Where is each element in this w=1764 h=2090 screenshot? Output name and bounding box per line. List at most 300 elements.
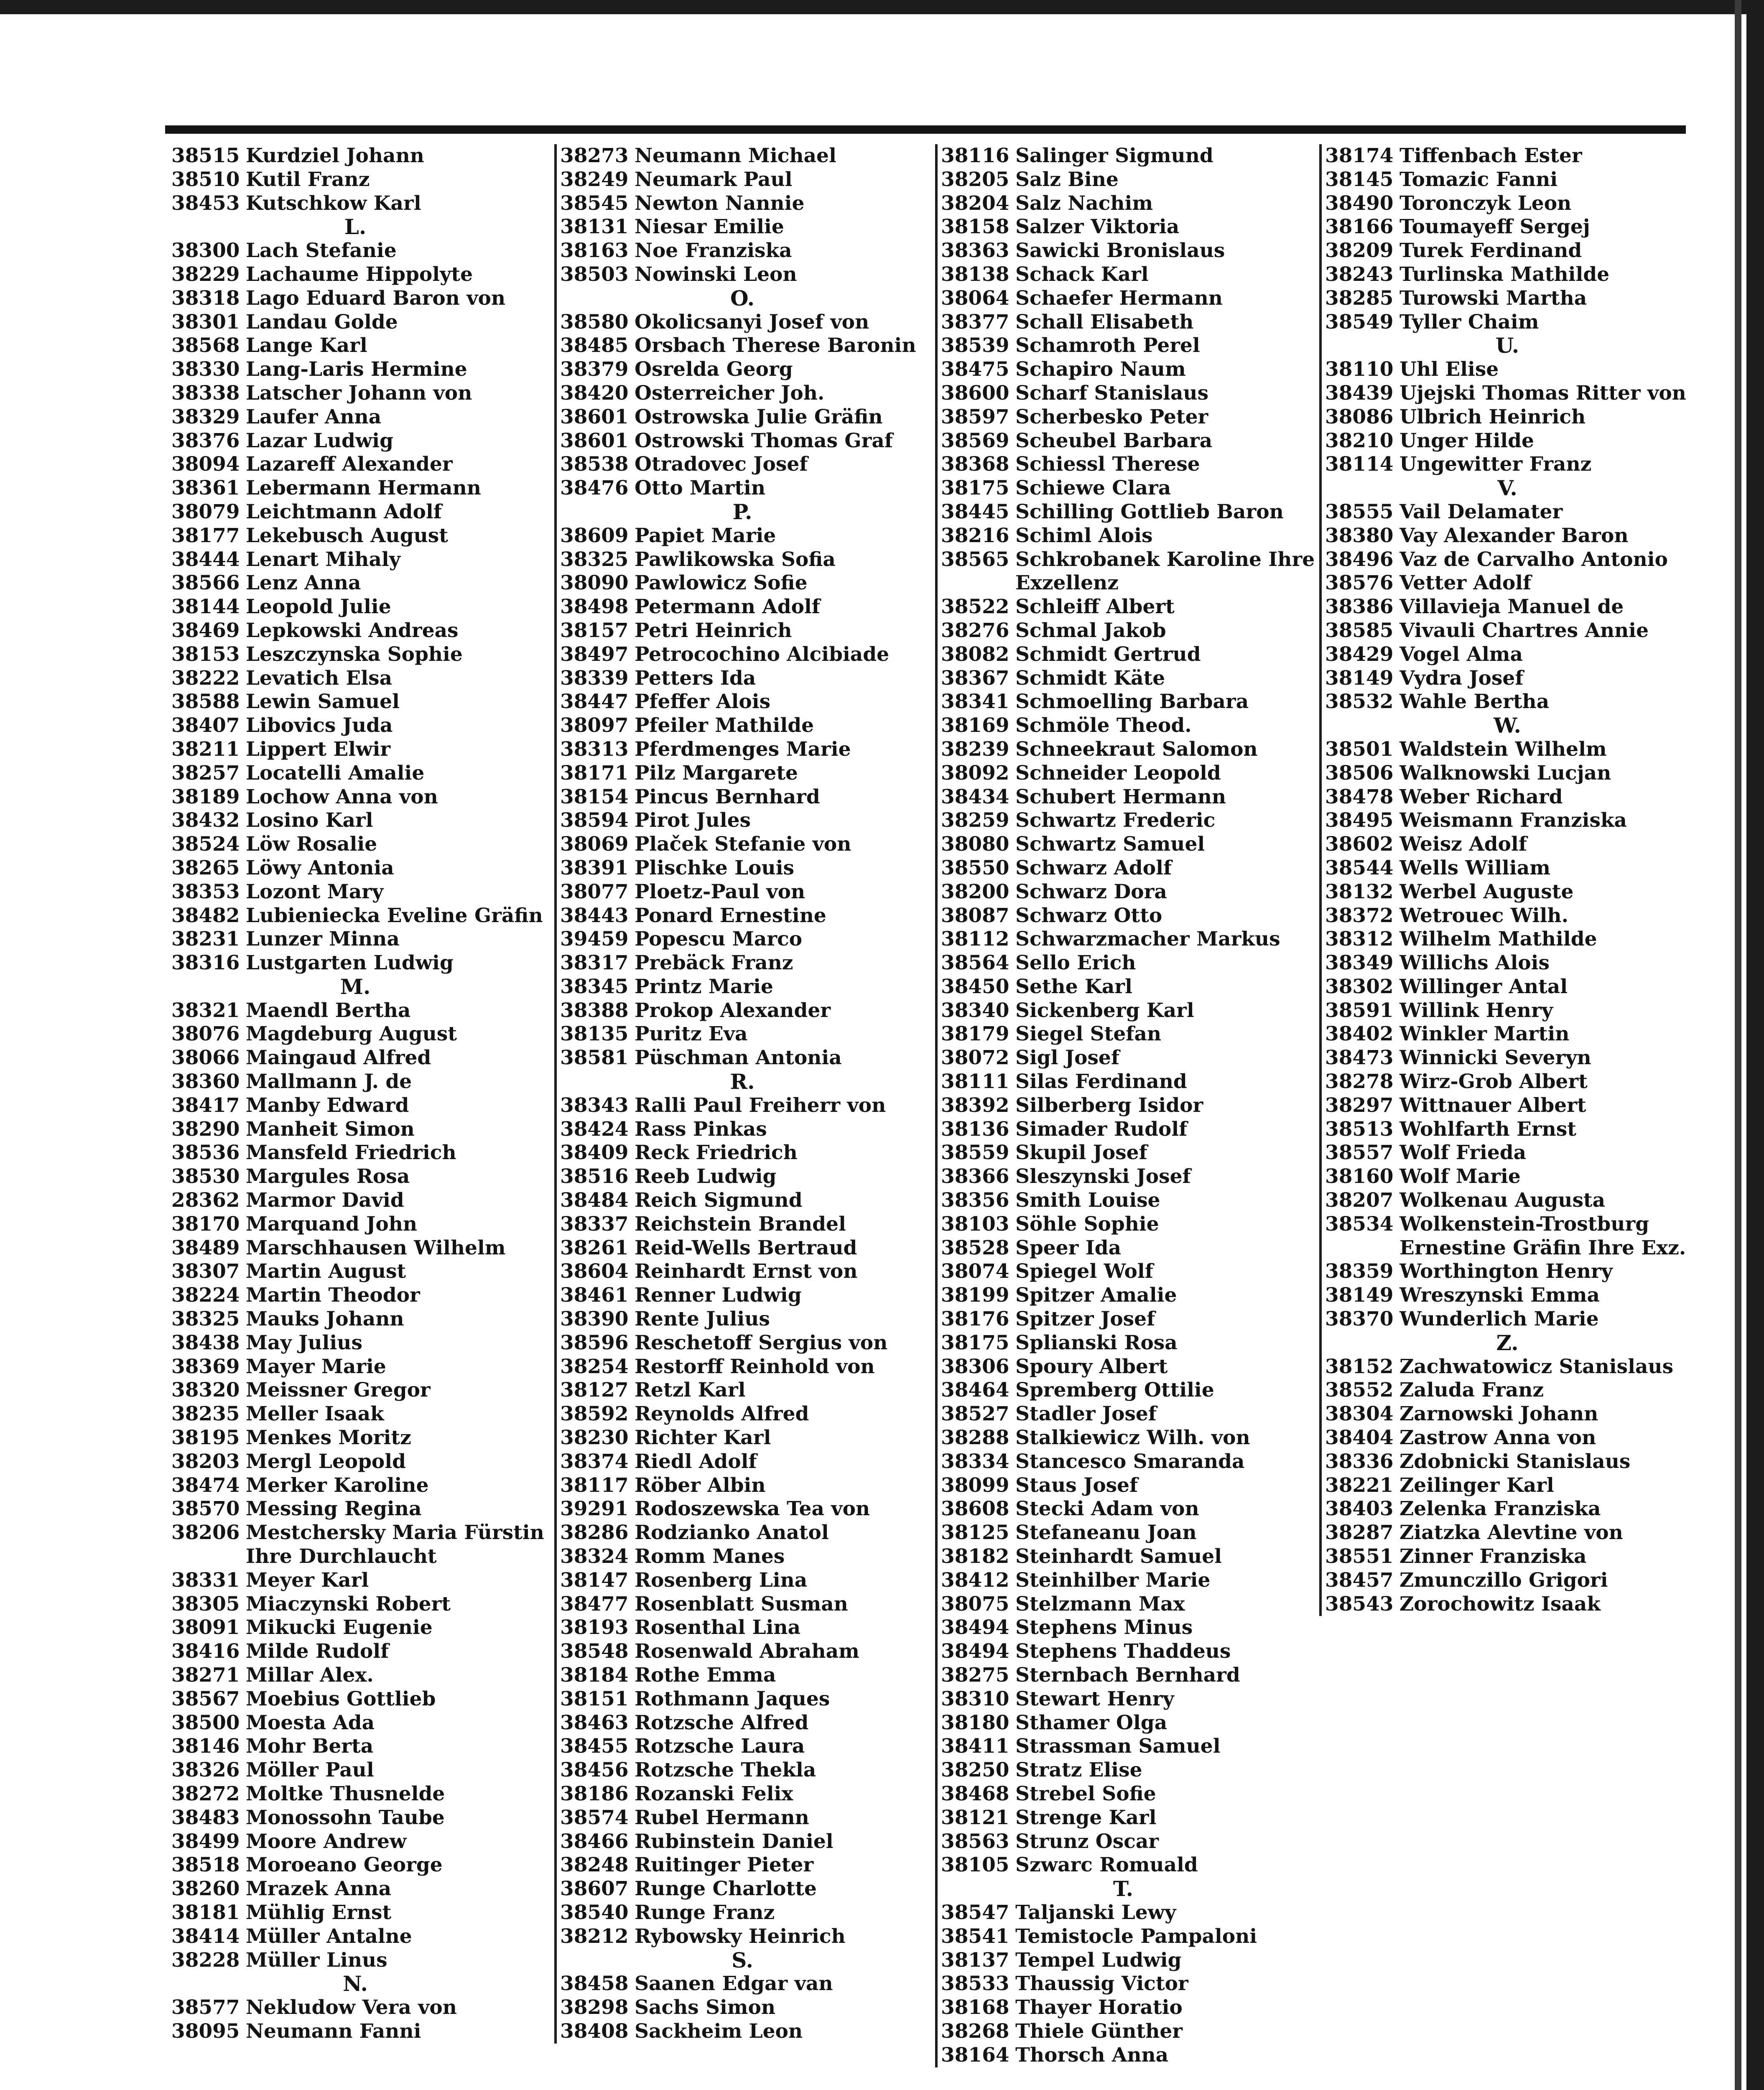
list-item [941,311,1305,334]
entry-number: 38286 [560,1521,629,1545]
entry-name: Schneekraut Salomon [1015,737,1258,761]
list-item [560,1901,925,1925]
entry-number: 38497 [560,642,629,666]
list-item [171,1640,539,1664]
list-item [941,1711,1305,1735]
entry-name: Osterreicher Joh. [635,381,825,405]
entry-name: Turek Ferdinand [1399,239,1582,263]
list-item [1325,144,1690,168]
entry-name: Schwartz Frederic [1015,809,1216,832]
list-item [171,263,539,287]
entry-name: Vetter Adolf [1399,571,1532,595]
entry-name: Moore Andrew [246,1830,407,1853]
entry-name: Kutil Franz [246,168,370,191]
entry-number: 38536 [171,1141,240,1165]
list-item [941,738,1305,762]
entry-number: 38496 [1325,548,1394,571]
entry-name: Scheubel Barbara [1015,429,1213,452]
list-item [171,1711,539,1735]
entry-number: 38500 [171,1711,240,1734]
entry-number: 38131 [560,215,629,239]
entry-name: Kutschkow Karl [246,191,421,215]
list-item [941,382,1305,405]
entry-number: 38169 [941,714,1009,737]
entry-name: Saanen Edgar van [635,1972,833,1996]
entry-number: 38064 [941,286,1009,310]
list-item [171,1355,539,1379]
entry-name: Plaček Stefanie von [635,833,851,856]
entry-number: 38482 [171,904,240,927]
entry-name: Mestchersky Maria Fürstin [246,1521,544,1545]
section-letter-heading: O. [730,285,755,311]
entry-number: 38075 [941,1592,1009,1616]
list-item [941,1450,1305,1474]
list-item [560,1308,925,1331]
entry-number: 38249 [560,168,629,191]
list-item [171,809,539,833]
list-item [560,1165,925,1189]
list-item [941,880,1305,904]
entry-name: Landau Golde [246,310,398,334]
list-item [941,1331,1305,1355]
entry-name: Rosenberg Lina [635,1568,808,1592]
entry-number: 38367 [941,666,1009,690]
list-item [560,595,925,619]
entry-number: 38412 [941,1568,1009,1592]
entry-number: 38338 [171,381,240,405]
entry-number: 38600 [941,381,1009,405]
entry-number: 38550 [941,856,1009,879]
entry-name: Löwy Antonia [246,856,394,879]
entry-name: Magdeburg August [246,1022,457,1046]
entry-number: 38092 [941,761,1009,785]
entry-number: 38391 [560,856,629,879]
list-item [560,762,925,785]
list-item [171,429,539,453]
entry-name: Moesta Ada [246,1711,375,1734]
entry-name: Reeb Ludwig [635,1165,777,1188]
entry-number: 38402 [1325,1022,1394,1046]
entry-number: 38506 [1325,761,1394,785]
entry-name: Schack Karl [1015,263,1149,286]
entry-number: 38200 [941,880,1009,903]
list-item [1325,1022,1690,1046]
entry-number: 38574 [560,1806,629,1829]
entry-name: Retzl Karl [635,1379,746,1402]
list-item [560,809,925,833]
list-item [1325,1118,1690,1142]
entry-name: Moroeano George [246,1853,443,1877]
list-item [560,714,925,738]
entry-number: 38135 [560,1022,629,1046]
list-item [560,1877,925,1901]
entry-name: Stancesco Smaranda [1015,1450,1245,1473]
entry-number: 38146 [171,1735,240,1758]
entry-number: 38069 [560,833,629,856]
list-item [941,239,1305,263]
entry-number: 38231 [171,928,240,951]
entry-number: 38228 [171,1948,240,1972]
entry-name: Müller Linus [246,1948,387,1972]
list-item [1325,1450,1690,1474]
list-item [1325,1165,1690,1189]
entry-name: Ostrowski Thomas Graf [635,429,893,452]
entry-number: 38180 [941,1711,1009,1734]
entry-name: Zorochowitz Isaak [1399,1592,1601,1616]
entry-name: Scherbesko Peter [1015,405,1208,428]
entry-number: 38193 [560,1616,629,1639]
list-item [560,524,925,548]
entry-name: Rotzsche Thekla [635,1759,816,1782]
entry-number: 38239 [941,737,1009,761]
entry-name: Schmidt Gertrud [1015,642,1201,666]
list-item [941,1996,1305,2020]
entry-name: Schiml Alois [1015,524,1153,547]
entry-number: 38157 [560,619,629,642]
entry-name: Runge Charlotte [635,1877,817,1901]
entry-name: Sleszynski Josef [1015,1165,1191,1188]
entry-number: 38125 [941,1521,1009,1545]
list-item [941,1782,1305,1806]
section-letter-heading: Z. [1496,1330,1519,1355]
entry-number: 38114 [1325,453,1394,476]
list-item [560,1402,925,1426]
list-item [941,263,1305,287]
list-item [941,477,1305,500]
entry-name: Tyller Chaim [1399,310,1539,334]
entry-name: Salinger Sigmund [1015,144,1213,167]
entry-name: Schapiro Naum [1015,358,1186,381]
entry-number: 38473 [1325,1046,1394,1070]
list-item [171,453,539,477]
list-item [560,1545,925,1569]
entry-number: 38182 [941,1545,1009,1568]
list-item [560,1284,925,1308]
list-item [171,1022,539,1046]
list-item [941,1806,1305,1830]
entry-name: Müller Antalne [246,1924,412,1948]
list-item [171,1616,539,1640]
entry-name: Taljanski Lewy [1015,1901,1176,1924]
entry-name: Stephens Minus [1015,1616,1193,1639]
list-item [1325,287,1690,311]
list-item [560,548,925,572]
entry-number: 38066 [171,1046,240,1070]
name-column-1 [171,144,544,2044]
entry-number: 38307 [171,1260,240,1283]
entry-number: 38275 [941,1664,1009,1687]
list-item [941,1118,1305,1142]
list-item [941,1735,1305,1759]
entry-number: 38132 [1325,880,1394,903]
entry-number: 38544 [1325,856,1394,879]
entry-number: 38301 [171,310,240,334]
list-item [941,1213,1305,1236]
entry-name: Maingaud Alfred [246,1046,431,1070]
entry-number: 38434 [941,785,1009,808]
list-item [560,1593,925,1616]
list-item [941,405,1305,429]
section-letter-heading: L. [344,214,367,240]
entry-name: Merker Karoline [246,1473,429,1497]
entry-number: 38211 [171,737,240,761]
list-item [560,1474,925,1498]
entry-name: Zaluda Franz [1399,1379,1544,1402]
entry-number: 38388 [560,999,629,1022]
list-item [560,1972,925,1996]
entry-name: Lunzer Minna [246,928,400,951]
entry-name: Strunz Oscar [1015,1830,1159,1853]
entry-name: Schmidt Käte [1015,666,1165,690]
entry-name: Siegel Stefan [1015,1022,1162,1046]
entry-name: Rothe Emma [635,1664,776,1687]
entry-name: Schwarz Otto [1015,904,1162,927]
entry-name: Röber Albin [635,1473,766,1497]
list-item [1325,1402,1690,1426]
entry-number: 38272 [171,1782,240,1805]
entry-number: 38495 [1325,809,1394,832]
list-item [941,215,1305,239]
entry-number: 38414 [171,1924,240,1948]
entry-number: 38498 [560,595,629,619]
list-item [1325,571,1690,595]
list-item [560,1735,925,1759]
entry-name: Thayer Horatio [1015,1996,1183,2019]
list-item [1325,1308,1690,1331]
list-item [941,619,1305,643]
entry-number: 38149 [1325,1284,1394,1307]
section-letter-heading: M. [340,974,371,999]
list-item [171,1687,539,1711]
entry-name: Strassman Samuel [1015,1735,1221,1758]
entry-number: 38077 [560,880,629,903]
entry-number: 38072 [941,1046,1009,1070]
entry-name: Simader Rudolf [1015,1117,1188,1141]
list-item [1325,405,1690,429]
entry-name: Wittnauer Albert [1399,1093,1586,1117]
entry-name: Wreszynski Emma [1399,1284,1600,1307]
list-item [941,833,1305,856]
entry-number: 38386 [1325,595,1394,619]
list-item [941,1022,1305,1046]
entry-name: Moebius Gottlieb [246,1687,436,1710]
entry-name: Runge Franz [635,1901,775,1924]
entry-number: 38477 [560,1592,629,1616]
entry-name: Otto Martin [635,477,766,500]
list-item [560,1569,925,1593]
list-item [1325,311,1690,334]
entry-name: Söhle Sophie [1015,1212,1159,1236]
entry-name: Nekludow Vera von [246,1996,457,2019]
entry-name: Sickenberg Karl [1015,999,1194,1022]
entry-name: Lippert Elwir [246,737,391,761]
entry-number: 38453 [171,191,240,215]
list-item [560,1830,925,1854]
list-item [171,477,539,500]
entry-number: 39291 [560,1497,629,1521]
entry-number: 38551 [1325,1545,1394,1568]
list-item [560,453,925,477]
list-item [171,880,539,904]
entry-number: 39459 [560,928,629,951]
entry-name: Sternbach Bernhard [1015,1664,1240,1687]
entry-name: Ungewitter Franz [1399,453,1592,476]
list-item [941,595,1305,619]
entry-number: 38533 [941,1972,1009,1996]
list-item [560,477,925,500]
entry-number: 38516 [560,1165,629,1188]
entry-name: Vail Delamater [1399,500,1563,523]
entry-number: 38221 [1325,1473,1394,1497]
entry-name: Rybowsky Heinrich [635,1924,846,1948]
entry-number: 38160 [1325,1165,1394,1188]
list-item [560,334,925,358]
entry-number: 38513 [1325,1117,1394,1141]
list-item [1325,738,1690,762]
entry-number: 38524 [171,833,240,856]
entry-number: 38261 [560,1236,629,1259]
entry-name: Lenart Mihaly [246,548,401,571]
list-item [1325,1426,1690,1450]
list-item [560,880,925,904]
entry-name: Schmal Jakob [1015,619,1166,642]
list-item [560,1806,925,1830]
entry-number: 38288 [941,1426,1009,1450]
entry-number: 38302 [1325,975,1394,998]
entry-name: Marmor David [246,1189,404,1212]
list-item [941,168,1305,192]
entry-name: Schwartz Samuel [1015,833,1205,856]
entry-name: Noe Franziska [635,239,792,263]
entry-name: Smith Louise [1015,1189,1160,1212]
entry-name: Ujejski Thomas Ritter von [1399,381,1686,405]
entry-number: 38121 [941,1806,1009,1829]
list-item [560,1497,925,1521]
list-item [560,1355,925,1379]
entry-number: 38377 [941,310,1009,334]
entry-number: 38607 [560,1877,629,1901]
list-item [171,785,539,809]
entry-number: 38417 [171,1093,240,1117]
entry-number: 38581 [560,1046,629,1070]
entry-name: Reck Friedrich [635,1141,798,1165]
list-item [171,667,539,691]
entry-name: Puritz Eva [635,1022,748,1046]
entry-name: Locatelli Amalie [246,761,425,785]
entry-name: Wohlfarth Ernst [1399,1117,1576,1141]
entry-name: Zinner Franziska [1399,1545,1587,1568]
list-item [941,548,1315,572]
list-item [941,856,1305,880]
entry-name: Lazar Ludwig [246,429,394,452]
list-item [171,239,539,263]
entry-name: Neumark Paul [635,168,793,191]
entry-name: Mrazek Anna [246,1877,392,1901]
list-item [560,358,925,382]
entry-number: 38224 [171,1284,240,1307]
entry-number: 38343 [560,1093,629,1117]
entry-number: 38596 [560,1331,629,1354]
section-letter-heading: W. [1494,713,1521,738]
list-item [941,951,1305,975]
list-item [171,1877,539,1901]
entry-number: 38149 [1325,666,1394,690]
entry-number: 38483 [171,1806,240,1829]
entry-name: Schaefer Hermann [1015,286,1223,310]
entry-name: Wolf Frieda [1399,1141,1527,1165]
entry-name: Leopold Julie [246,595,391,619]
list-item [1325,951,1690,975]
entry-name: Newton Nannie [635,191,805,215]
entry-number: 38318 [171,286,240,310]
entry-name: Unger Hilde [1399,429,1534,452]
entry-number: 38565 [941,548,1009,571]
list-item [560,1687,925,1711]
entry-number: 38145 [1325,168,1394,191]
list-item [941,1545,1305,1569]
entry-name: Stratz Elise [1015,1759,1142,1782]
list-item [941,1379,1305,1402]
entry-continuation: Exzellenz [1015,571,1119,595]
entry-number: 38205 [941,168,1009,191]
list-item [171,1426,539,1450]
entry-number: 38485 [560,334,629,357]
entry-number: 38447 [560,690,629,714]
entry-name: Renner Ludwig [635,1284,802,1307]
entry-number: 38361 [171,477,240,500]
list-item [171,619,539,643]
entry-name: Staus Josef [1015,1473,1138,1497]
list-item [1325,785,1690,809]
entry-number: 38164 [941,2043,1009,2067]
list-item [171,1901,539,1925]
list-item [1325,619,1690,643]
list-item [171,1593,539,1616]
entry-name: Weisz Adolf [1399,833,1527,856]
list-item [171,287,539,311]
entry-number: 38456 [560,1759,629,1782]
entry-name: Okolicsanyi Josef von [635,310,869,334]
list-item [1325,999,1690,1023]
list-item [171,1308,539,1331]
entry-name: Lenz Anna [246,571,361,595]
entry-name: Plischke Louis [635,856,795,879]
list-item [941,1569,1305,1593]
entry-number: 38363 [941,239,1009,263]
entry-name: Levatich Elsa [246,666,393,690]
list-item [1325,1593,1690,1616]
entry-number: 38179 [941,1022,1009,1046]
list-item [171,1735,539,1759]
entry-name: May Julius [246,1331,362,1354]
list-item [171,856,539,880]
list-item [171,1046,539,1070]
entry-number: 38528 [941,1236,1009,1259]
list-item [560,144,925,168]
entry-name: Schwarz Adolf [1015,856,1172,879]
list-item [171,1569,539,1593]
list-item [941,1189,1305,1213]
list-item [171,690,539,714]
entry-number: 38095 [171,2019,240,2043]
entry-number: 38331 [171,1568,240,1592]
entry-name: Lago Eduard Baron von [246,286,506,310]
entry-number: 38170 [171,1212,240,1236]
entry-number: 38195 [171,1426,240,1450]
scan-border-right-inner [1735,0,1741,2090]
entry-number: 38163 [560,239,629,263]
entry-name: Sethe Karl [1015,975,1132,998]
